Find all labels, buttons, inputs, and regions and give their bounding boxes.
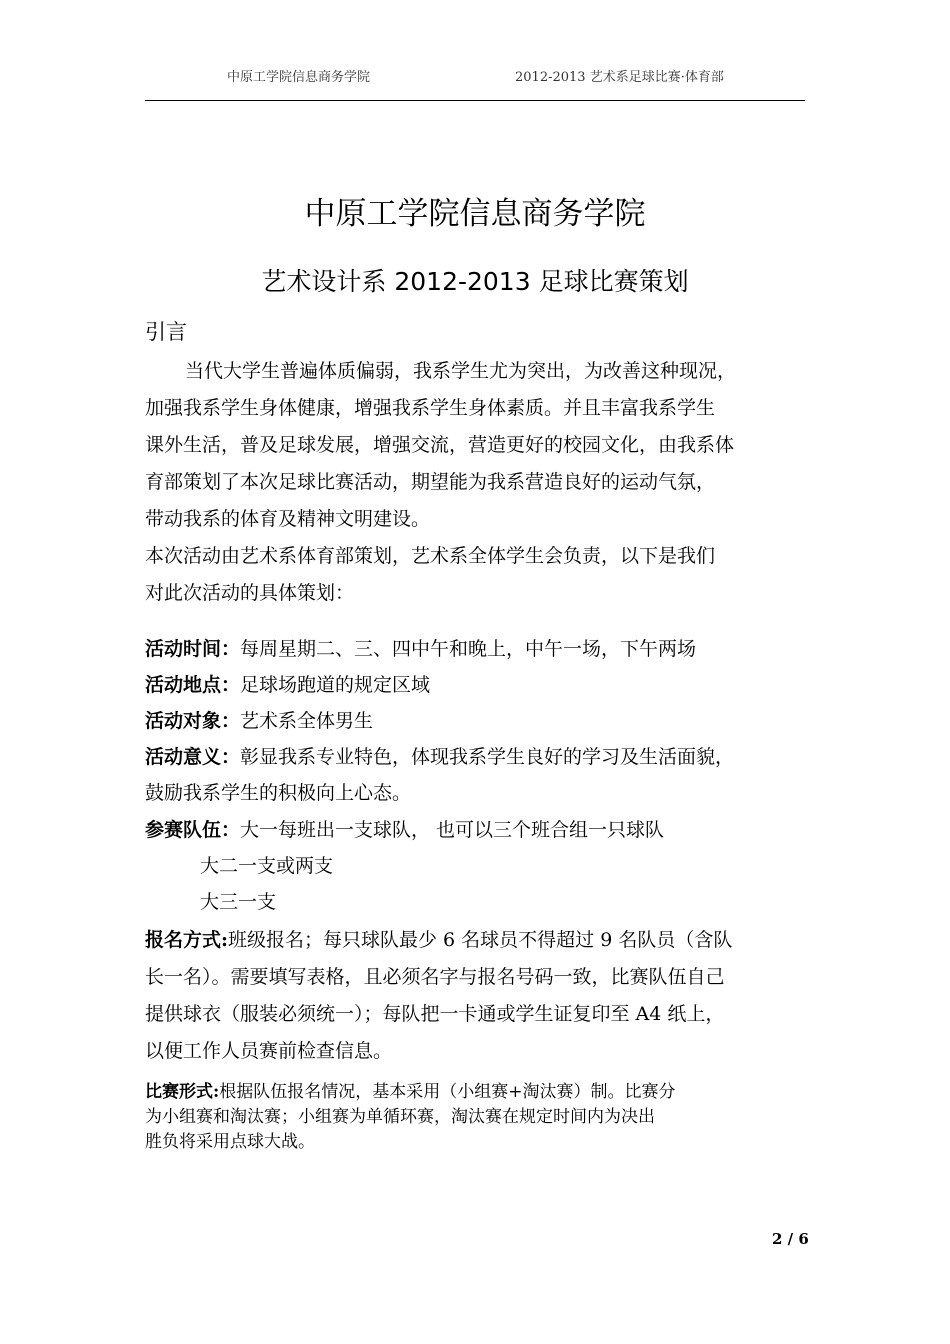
document-title: 中原工学院信息商务学院 xyxy=(304,196,646,232)
item-text: 艺术系全体男生 xyxy=(240,710,374,732)
item-meaning-cont: 鼓励我系学生的积极向上心态。 xyxy=(145,782,412,804)
item-time xyxy=(145,634,696,661)
item-teams xyxy=(145,815,664,842)
item-signup-cont: 以便工作人员赛前检查信息。 xyxy=(145,1040,393,1062)
intro-heading: 引言 xyxy=(145,320,187,344)
item-text: 足球场跑道的规定区域 xyxy=(240,674,431,696)
intro-line: 课外生活，普及足球发展，增强交流，营造更好的校园文化，由我系体 xyxy=(145,434,735,456)
document-subtitle: 艺术设计系 2012-2013 足球比赛策划 xyxy=(261,267,689,296)
item-text: 根据队伍报名情况，基本采用（小组赛+淘汰赛）制。比赛分 xyxy=(219,1082,676,1102)
intro-line: 育部策划了本次足球比赛活动，期望能为我系营造良好的运动气氛， xyxy=(145,471,716,493)
item-signup-cont: 提供球衣（服装必须统一）；每队把一卡通或学生证复印至 A4 纸上， xyxy=(145,1003,725,1025)
item-text: 每周星期二、三、四中午和晚上，中午一场，下午两场 xyxy=(240,638,697,660)
item-text: 大一每班出一支球队， 也可以三个班合组一只球队 xyxy=(240,819,665,841)
page-number: 2 / 6 xyxy=(772,1230,809,1248)
header-left: 中原工学院信息商务学院 xyxy=(227,70,371,85)
item-label: 比赛形式: xyxy=(145,1082,220,1102)
item-label: 活动意义： xyxy=(145,746,241,768)
item-label: 参赛队伍： xyxy=(145,819,241,841)
intro-line: 当代大学生普遍体质偏弱，我系学生尤为突出，为改善这种现况， xyxy=(185,360,737,382)
item-text: 班级报名；每只球队最少 6 名球员不得超过 9 名队员（含队 xyxy=(228,929,733,951)
intro-line: 对此次活动的具体策划： xyxy=(145,582,355,604)
intro-line: 本次活动由艺术系体育部策划，艺术系全体学生会负责，以下是我们 xyxy=(145,545,716,567)
item-place xyxy=(145,670,430,697)
item-teams-line3: 大三一支 xyxy=(200,891,277,913)
item-text: 彰显我系专业特色，体现我系学生良好的学习及生活面貌， xyxy=(240,746,735,768)
item-format xyxy=(145,1077,676,1102)
item-target xyxy=(145,706,373,733)
item-signup-cont: 长一名）。需要填写表格，且必须名字与报名号码一致，比赛队伍自己 xyxy=(145,966,725,988)
item-label: 活动时间： xyxy=(145,638,241,660)
page-header xyxy=(145,60,805,101)
item-format-cont: 为小组赛和淘汰赛；小组赛为单循环赛，淘汰赛在规定时间内为决出 xyxy=(145,1107,655,1127)
item-format-cont: 胜负将采用点球大战。 xyxy=(145,1132,315,1152)
item-signup xyxy=(145,925,732,952)
header-right: 2012-2013 艺术系足球比赛·体育部 xyxy=(515,70,724,85)
item-label: 活动地点： xyxy=(145,674,241,696)
item-label: 报名方式: xyxy=(145,929,229,951)
item-label: 活动对象： xyxy=(145,710,241,732)
intro-line: 加强我系学生身体健康，增强我系学生身体素质。并且丰富我系学生 xyxy=(145,397,716,419)
intro-line: 带动我系的体育及精神文明建设。 xyxy=(145,508,431,530)
item-teams-line2: 大二一支或两支 xyxy=(200,855,334,877)
item-meaning xyxy=(145,742,734,769)
